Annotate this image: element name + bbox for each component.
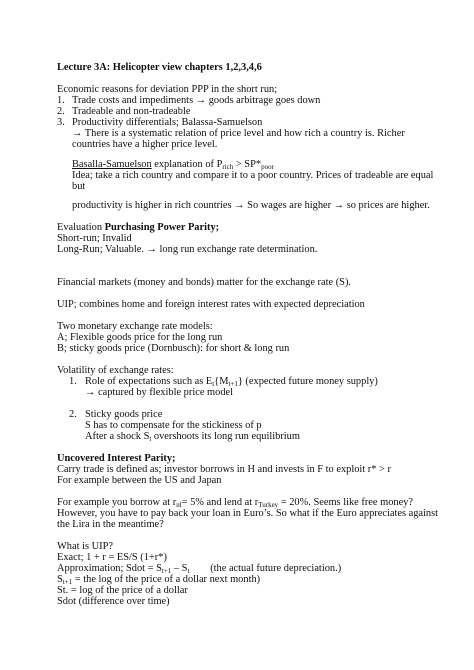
document-title: Lecture 3A: Helicopter view chapters 1,2,3,4,6 (57, 62, 262, 73)
borrow-text: For example you borrow at r (57, 497, 177, 508)
sdot-definition: Sdot (difference over time) (57, 596, 170, 607)
volatility-item: Sticky goods price (85, 409, 163, 420)
bs-idea: Idea; take a rich country and compare it to a poor country. Prices of tradeable are equal (72, 170, 434, 181)
however-line: However, you have to pay back your loan in Euro’s. So what if the Euro appreciates against (57, 508, 439, 519)
list-number: 3. (57, 117, 65, 128)
list-item: Productivity differentials; Balassa-Samuelson (72, 117, 263, 128)
approx-text: (the actual future depreciation.) (189, 563, 342, 574)
list-number: 2. (69, 409, 77, 420)
approx-text: – S (171, 563, 188, 574)
volatility-detail: S has to compensate for the stickiness of p (85, 420, 262, 431)
st1-text: = the log of the price of a dollar next month) (72, 574, 261, 585)
volatility-heading: Volatility of exchange rates: (57, 365, 174, 376)
list-item: Tradeable and non-tradeable (72, 106, 191, 117)
list-number: 1. (57, 95, 65, 106)
bs-idea: but (72, 181, 86, 192)
vol-text: overshoots its long run equilibrium (151, 431, 300, 442)
model-b: B; sticky goods price (Dornbusch): for short & long run (57, 343, 290, 354)
vol-text: } (expected future money supply) (237, 376, 378, 387)
subscript: poor (261, 163, 274, 171)
vol-text: Role of expectations such as E (85, 376, 213, 387)
subscript: t (149, 435, 152, 443)
subscript: Turkey (258, 501, 279, 509)
item3-detail: countries have a higher price level. (72, 139, 218, 150)
deviation-heading: Economic reasons for deviation PPP in the short run; (57, 84, 278, 95)
st1-text: S (57, 574, 63, 585)
bs-productivity: productivity is higher in rich countries → So wages are higher → so prices are higher. (72, 200, 430, 211)
vol-text: {M (214, 376, 229, 387)
ppp-prefix: Evaluation (57, 222, 105, 233)
subscript: t+1 (161, 567, 172, 575)
models-heading: Two monetary exchange rate models: (57, 321, 213, 332)
volatility-detail: → captured by flexible price model (85, 387, 234, 398)
ppp-short-run: Short-run; Invalid (57, 233, 132, 244)
st-definition: St. = log of the price of a dollar (57, 585, 188, 596)
subscript: rich (222, 163, 234, 171)
financial-markets: Financial markets (money and bonds) matter for the exchange rate (S). (57, 277, 352, 288)
carry-trade: Carry trade is defined as; investor borrows in H and invests in F to exploit r* > r (57, 464, 391, 475)
uip-combines: UIP; combines home and foreign interest rates with expected depreciation (57, 299, 365, 310)
bs-text: explanation of P (151, 159, 223, 170)
carry-example: For example between the US and Japan (57, 475, 222, 486)
however-line: the Lira in the meantime? (57, 519, 164, 530)
subscript: t (187, 567, 190, 575)
borrow-text: = 5% and lend at r (181, 497, 259, 508)
subscript: t+1 (228, 380, 238, 388)
what-uip-heading: What is UIP? (57, 541, 113, 552)
vol-text: After a shock S (85, 431, 150, 442)
uip-exact: Exact; 1 + r = ES/S (1+r*) (57, 552, 167, 563)
model-a: A; Flexible goods price for the long run (57, 332, 223, 343)
list-number: 2. (57, 106, 65, 117)
uncovered-heading: Uncovered Interest Parity; (57, 453, 176, 464)
subscript: t (212, 380, 215, 388)
item3-detail: → There is a systematic relation of price level and how rich a country is. Richer (72, 128, 405, 139)
ppp-bold: Purchasing Power Parity; (104, 222, 220, 233)
subscript: nl (176, 501, 182, 509)
volatility-detail (85, 431, 300, 443)
bs-link-text: Basalla-Samuelson (72, 159, 152, 170)
bs-text: > SP* (233, 159, 262, 170)
approx-text: Approximation; Sdot = S (57, 563, 162, 574)
list-item: Trade costs and impediments → goods arbitrage goes down (72, 95, 321, 106)
ppp-long-run: Long-Run; Valuable. → long run exchange rate determination. (57, 244, 318, 255)
list-number: 1. (69, 376, 77, 387)
borrow-text: = 20%. Seems like free money? (278, 497, 414, 508)
subscript: t+1 (62, 578, 73, 586)
